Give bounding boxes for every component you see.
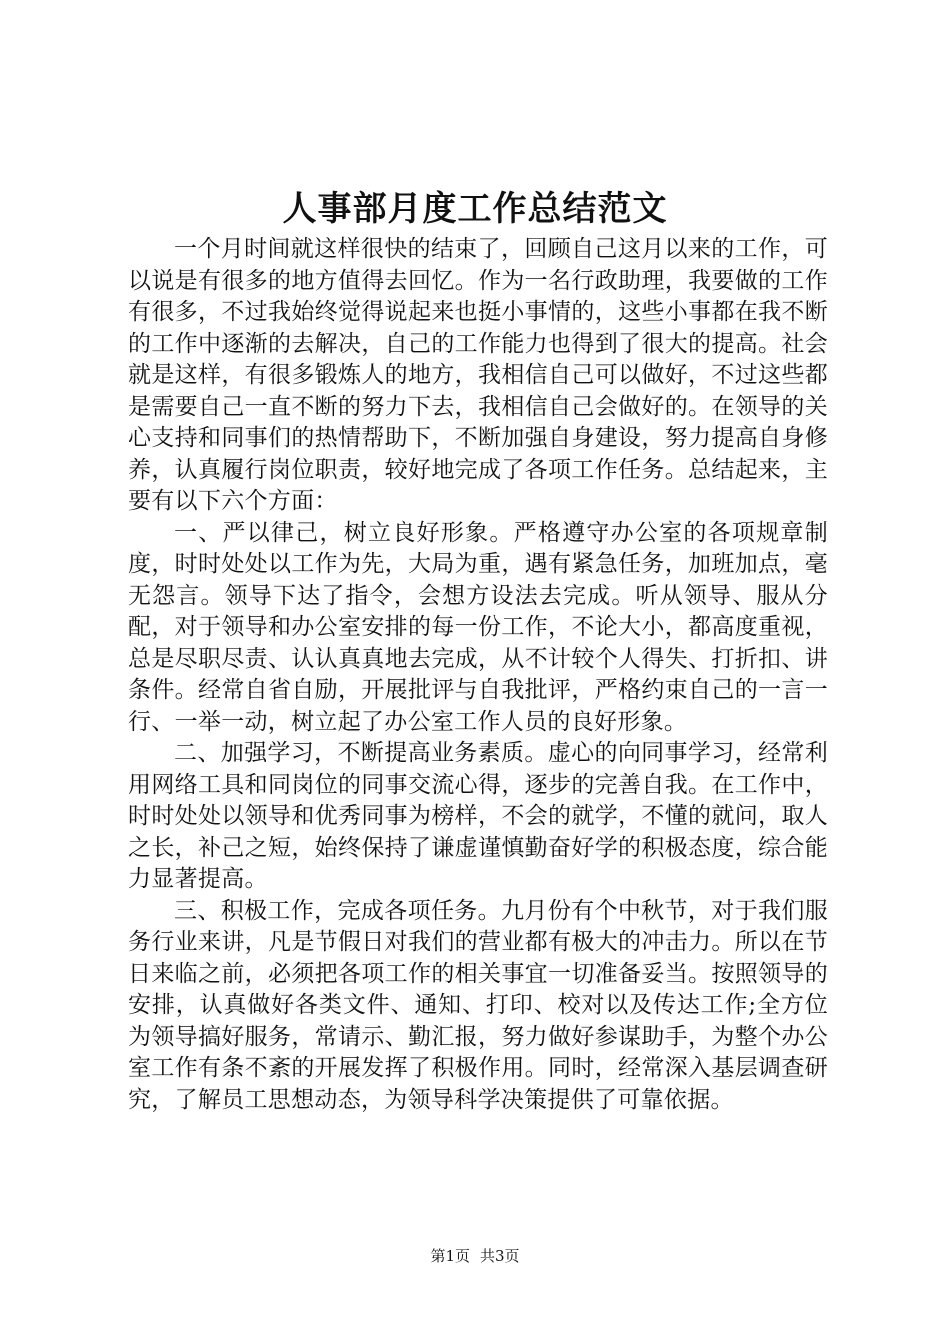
paragraph-intro: 一个月时间就这样很快的结束了，回顾自己这月以来的工作，可以说是有很多的地方值得去回忆。作为一名行政助理，我要做的工作有很多，不过我始终觉得说起来也挺小事情的，这些小事都在我不断的工作中逐渐的去解决，自己的工作能力也得到了很大的提高。社会就是这样，有很多锻炼人的地方，我相信自己可以做好，不过这些都是需要自己一直不断的努力下去，我相信自己会做好的。在领导的关心支持和同事们的热情帮助下，不断加强自身建设，努力提高自身修养，认真履行岗位职责，较好地完成了各项工作任务。总结起来，主要有以下六个方面： — [128, 236, 828, 514]
page-total: 共3页 — [480, 1247, 520, 1265]
document-body — [128, 234, 828, 1116]
paragraph-section-3: 三、积极工作，完成各项任务。九月份有个中秋节，对于我们服务行业来讲，凡是节假日对我们的营业都有极大的冲击力。所以在节日来临之前，必须把各项工作的相关事宜一切准备妥当。按照领导的安排，认真做好各类文件、通知、打印、校对以及传达工作;全方位为领导搞好服务，常请示、勤汇报，努力做好参谋助手，为整个办公室工作有条不紊的开展发挥了积极作用。同时，经常深入基层调查研究，了解员工思想动态，为领导科学决策提供了可靠依据。 — [128, 897, 828, 1113]
page-number: 第1页 — [430, 1247, 470, 1265]
paragraph-section-2: 二、加强学习，不断提高业务素质。虚心的向同事学习，经常利用网络工具和同岗位的同事交流心得，逐步的完善自我。在工作中，时时处处以领导和优秀同事为榜样，不会的就学，不懂的就问，取人之长，补己之短，始终保持了谦虚谨慎勤奋好学的积极态度，综合能力显著提高。 — [128, 740, 828, 892]
page-footer — [0, 1245, 950, 1267]
document-title: 人事部月度工作总结范文 — [282, 189, 668, 229]
paragraph-section-1: 一、严以律己，树立良好形象。严格遵守办公室的各项规章制度，时时处处以工作为先，大局为重，遇有紧急任务，加班加点，毫无怨言。领导下达了指令，会想方设法去完成。听从领导、服从分配，对于领导和办公室安排的每一份工作，不论大小，都高度重视，总是尽职尽责、认认真真地去完成，从不计较个人得失、打折扣、讲条件。经常自省自励，开展批评与自我批评，严格约束自己的一言一行、一举一动，树立起了办公室工作人员的良好形象。 — [128, 519, 828, 735]
